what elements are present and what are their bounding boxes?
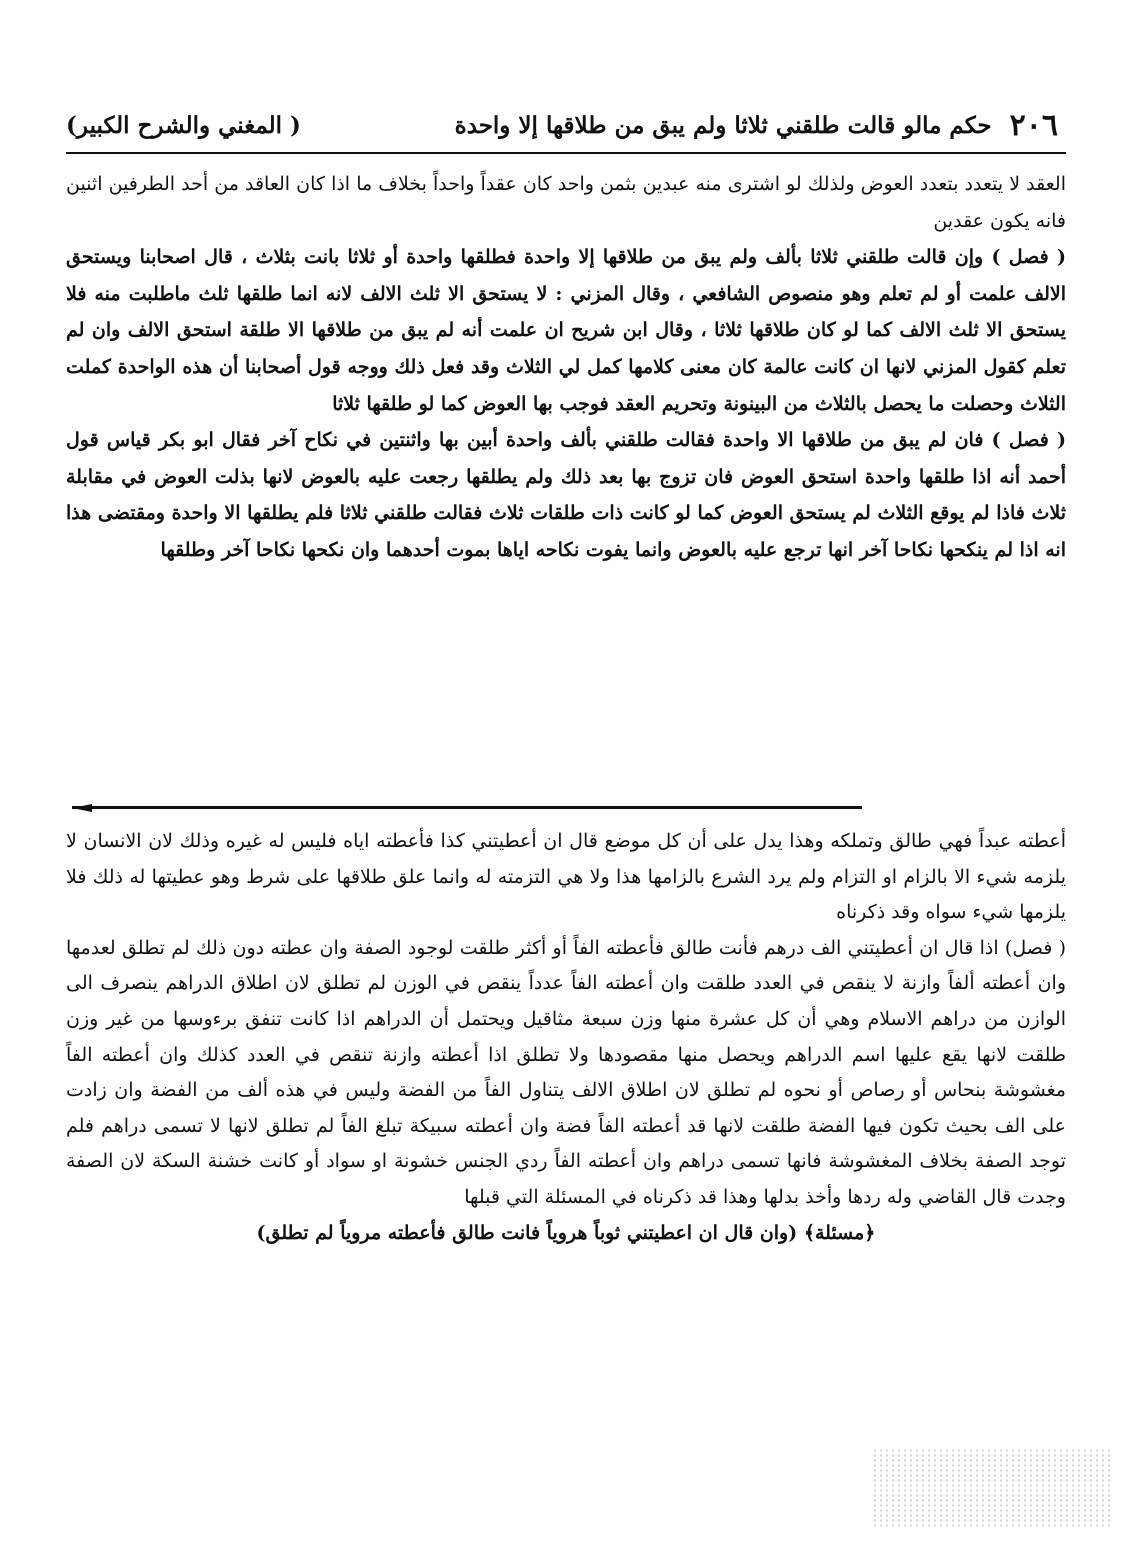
main-text xyxy=(66,166,1066,569)
section-paragraph-2: ( فصل ) فان لم يبق من طلاقها الا واحدة فقالت طلقني بألف واحدة أبين بها واثنتين في نكاح آخر فقال ابو بكر قياس قول أحمد أنه اذا طلقها واحدة استحق العوض فان تزوج بها بعد ذلك ولم يطلقها رجعت عليه بالعوض لانها بذلت العوض في مقابلة ثلاث فاذا لم يوقع الثلاث لم يستحق العوض كما لو كانت ذات طلقات ثلاث فقالت طلقني ثلاثا فلم يطلقها الا واحدة ومقتضى هذا انه اذا لم ينكحها نكاحا آخر انها ترجع عليه بالعوض وانما يفوت نكاحه اياها بموت أحدهما وان نكحها نكاحا آخر وطلقها xyxy=(66,429,1066,561)
commentary-text xyxy=(66,824,1066,1251)
commentary-paragraph-2: ( فصل) اذا قال ان أعطيتني الف درهم فأنت طالق فأعطته الفاً أو أكثر طلقت لوجود الصفة وان عطته دون ذلك لم تطلق لعدمها وان أعطته ألفاً وازنة لا ينقص في العدد طلقت وان أعطته الفاً عدداً ينقص في الوزن لم تطلق لان اطلاق الدراهم ينصرف الى الوازن من دراهم الاسلام وهي أن كل عشرة منها وزن سبعة مثاقيل ويحتمل أن الدراهم اذا كانت تنفق برءوسها من غير وزن طلقت لانها يقع عليها اسم الدراهم ويحصل منها مقصودها ولا تطلق اذا أعطته وازنة تنقص في العدد كذلك وان أعطته الفاً مغشوشة بنحاس أو رصاص أو نحوه لم تطلق لان اطلاق الالف يتناول الفاً من الفضة وليس في هذه ألف من الفضة وان زادت على الف بحيث تكون فيها الفضة طلقت لانها قد أعطته الفاً فضة وان أعطته سبيكة تبلغ الفاً لم تطلق لانها لا تسمى دراهم فلم توجد الصفة بخلاف المغشوشة فانها تسمى دراهم وان أعطته الفاً ردي الجنس خشونة او سواد أو كانت خشنة السكة لان الصفة وجدت قال القاضي وله ردها وأخذ بدلها وهذا قد ذكرناه في المسئلة التي قبلها xyxy=(66,936,1066,1208)
running-title: حكم مالو قالت طلقني ثلاثا ولم يبق من طلاقها إلا واحدة xyxy=(454,111,992,139)
continuation-paragraph: العقد لا يتعدد بتعدد العوض ولذلك لو اشترى منه عبدين بثمن واحد كان عقداً واحداً بخلاف ما اذا كان العاقد من أحد الطرفين اثنين فانه يكون عقدين xyxy=(66,173,1066,232)
faded-stamp-mark xyxy=(872,1448,1112,1528)
page-number: ٢٠٦ xyxy=(1009,107,1058,143)
page-header xyxy=(66,100,1058,150)
header-rule xyxy=(66,152,1066,154)
section-divider xyxy=(72,806,862,809)
issue-heading: ﴿مسئلة﴾ (وان قال ان اعطيتني ثوباً هروياً فانت طالق فأعطته مروياً لم تطلق) xyxy=(256,1221,876,1244)
book-title: ( المغني والشرح الكبير) xyxy=(66,111,301,139)
section-paragraph-1: ( فصل ) وإن قالت طلقني ثلاثا بألف ولم يبق من طلاقها إلا واحدة فطلقها واحدة أو ثلاثا بانت بثلاث ، قال اصحابنا ويستحق الالف علمت أو لم تعلم وهو منصوص الشافعي ، وقال المزني : لا يستحق الا ثلث الالف لانه انما طلقها ثلث ماطلبت منه فلا يستحق الا ثلث الالف كما لو كان طلاقها ثلاثا ، وقال ابن شريح ان علمت أنه لم يبق من طلاقها الا طلقة استحق الالف وان لم تعلم كقول المزني لانها ان كانت عالمة كان معنى كلامها كمل لي الثلاث وقد فعل ذلك ووجه قول أصحابنا أن هذه الواحدة كملت الثلاث وحصلت ما يحصل بالثلاث من البينونة وتحريم العقد فوجب بها العوض كما لو طلقها ثلاثا xyxy=(66,246,1066,415)
commentary-paragraph-1: أعطته عبداً فهي طالق وتملكه وهذا يدل على أن كل موضع قال ان أعطيتني كذا فأعطته اياه فليس له غيره وذلك لان الانسان لا يلزمه شيء الا بالزام او التزام ولم يرد الشرع بالزامها هذا ولا هي التزمته له وانما علق طلاقها على شرط وهو عطيتها له ذلك فلا يلزمها شيء سواه وقد ذكرناه xyxy=(66,830,1066,924)
